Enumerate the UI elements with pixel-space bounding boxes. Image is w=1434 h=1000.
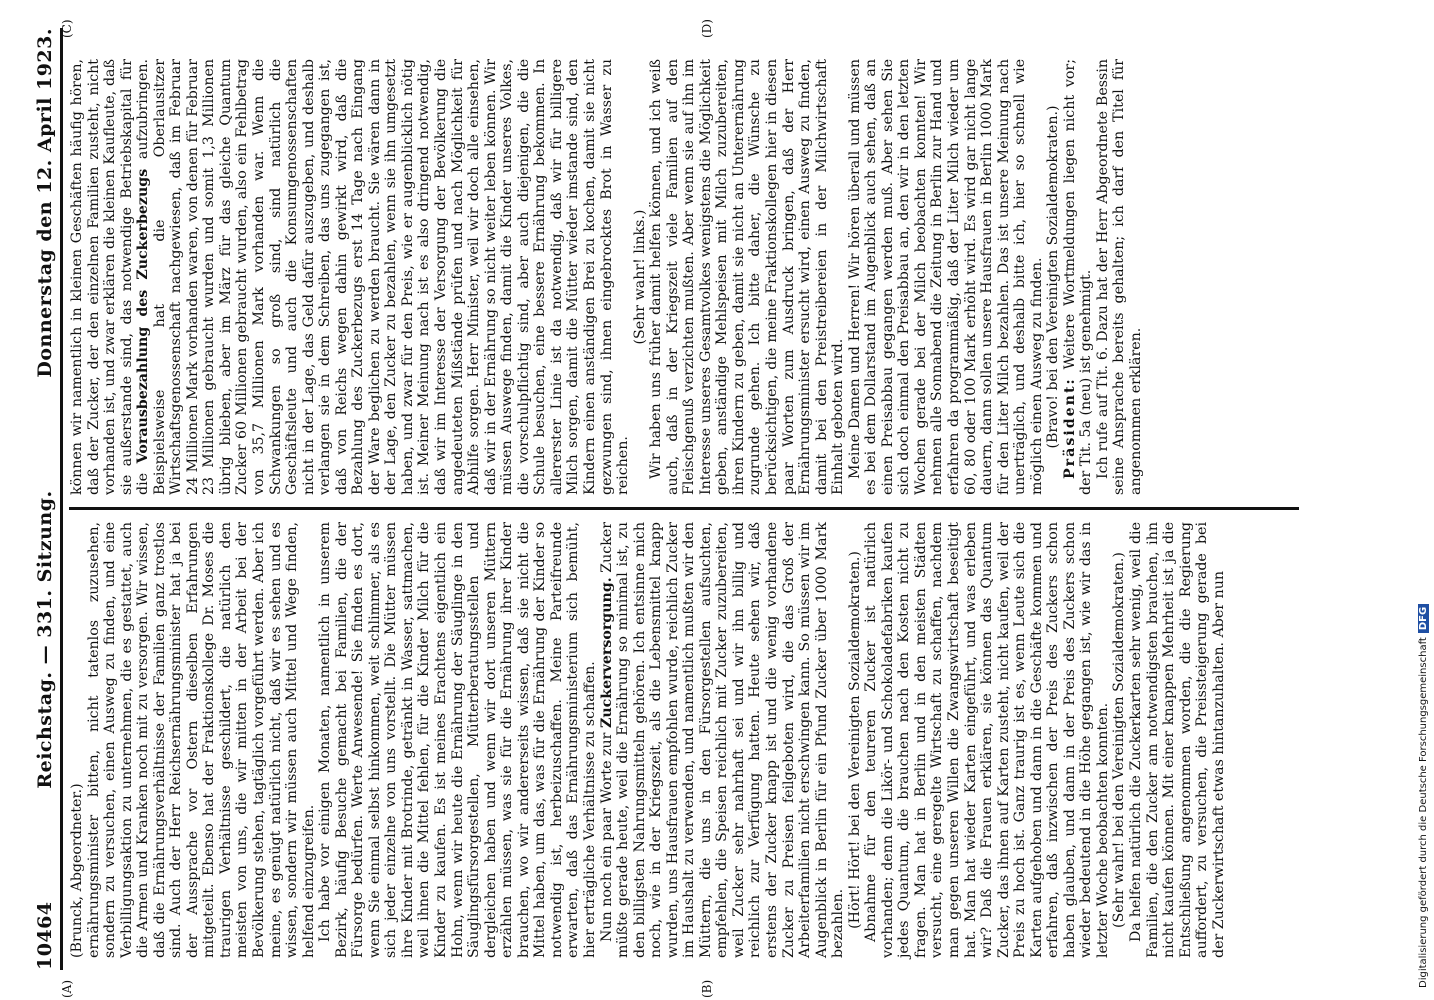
interjection: (Hört! Hört! bei den Vereinigten Sozialdemokraten.) — [846, 551, 863, 929]
paragraph-text: Nun noch ein paar Worte zur — [598, 728, 615, 942]
paragraph: Meine Damen und Herren! Wir hören überall und müssen es bei dem Dollarstand im Augenblick auch sehen, daß an einen Preisabbau gegangen werden muß. Aber sehen Sie sich doch einmal den Preisabbau an, den wir in den letzten Wochen gerade bei der Milch beobachten konnten! Wir nehmen alle Sonnabend die Zeitung in Berlin zur Hand und erfahren da programmäßig, daß der Liter Milch wieder um 60, 80 oder 100 Mark erhöht wird. Es wird gar nicht lange dauern, dann sollen unsere Hausfrauen in Berlin 1000 Mark für den Liter Milch bezahlen. Das ist unsere Meinung nach unerträglich, und deshalb bitte ich, hier so schnell wie möglich einen Ausweg zu finden. — [846, 59, 1045, 495]
paragraph: Da helfen natürlich die Zuckerkarten sehr wenig, weil die Familien, die den Zucker am notwendigsten brauchen, ihn nicht kaufen können. Mit einer knappen Mehrheit ist ja die Entschließung angenommen worden, die die Regierung auffordert, zu versuchen, die Preissteigerung gerade bei der Zuckerwirtschaft etwas hintanzuhalten. Aber nun — [1128, 522, 1227, 958]
paragraph-text: Weitere Wortmeldungen liegen nicht vor; der Tit. 5a (neu) ist genehmigt. — [1061, 59, 1095, 495]
paragraph — [69, 59, 632, 495]
paragraph — [1062, 59, 1095, 495]
margin-marker-b: (B) — [700, 979, 714, 998]
right-column — [69, 47, 1299, 507]
running-header — [22, 28, 63, 970]
credit-text — [1418, 8, 1432, 988]
paragraph: Ich habe vor einigen Monaten, namentlich in unserem Bezirk, häufig Besuche gemacht bei Familien, die der Fürsorge bedürfen. Werte Anwesende! Sie finden es dort, wenn Sie einmal selbst hinkommen, weit schlimmer, als es sich jeder einzelne von uns vorstellt. Die Mütter müssen ihre Kinder mit Brotrinde, getränkt in Wasser, sattmachen, weil ihnen die Mittel fehlen, für die Kinder Milch für die Kinder zu kaufen. Es ist meines Erachtens eigentlich ein Hohn, wenn wir heute die Ernährung der Säuglinge in den Säuglingsfürsorgestellen, Mütterberatungsstellen und dergleichen haben und wenn wir dort unseren Müttern erzählen müssen, was sie für die Ernährung ihrer Kinder brauchen, wo wir andererseits wissen, daß sie nicht die Mittel haben, um das, was für die Ernährung der Kinder so notwendig ist, herbeizuschaffen. Meine Parteifreunde erwarten, daß das Ernährungsministerium sich bemüht, hier erträgliche Verhältnisse zu schaffen. — [317, 522, 598, 958]
text-columns — [69, 28, 1299, 970]
interjection: (Sehr wahr! bei den Vereinigten Sozialdemokraten.) — [1111, 552, 1128, 928]
paragraph-text: können wir namentlich in kleinen Geschäften häufig hören, daß der Zucker, der den einzelnen Familien zusteht, nicht vorhanden ist, und zwar erklären die kleinen Kaufleute, daß sie außerstande sind, das notwendige Betriebskapital für die — [69, 59, 152, 495]
publication-title: Reichstag. — 331. Sitzung. — [34, 490, 56, 789]
margin-marker-a: (A) — [60, 979, 74, 998]
interjection: (Sehr wahr! links.) — [631, 209, 648, 345]
topic-heading: Zuckerversorgung. — [598, 577, 615, 728]
margin-marker-c: (C) — [60, 19, 74, 38]
credit-label: Digitalisierung gefördert durch die Deutsche Forschungsgemeinschaft — [1418, 637, 1429, 988]
paragraph-text: aufzubringen. Beispielsweise hat die Oberlausitzer Wirtschaftsgenossenschaft nachgewiesen, daß im Februar 24 Millionen Mark vorhanden waren, von denen für Februar 23 Millionen gebraucht wurden und somit 1,3 Millionen übrig blieben, aber im März für das gleiche Quantum Zucker 60 Millionen gebraucht wurden, also ein Fehlbetrag von 35,7 Millionen Mark vorhanden war. Wenn die Schwankungen so groß sind, sind natürlich die Geschäftsleute und auch die Konsumgenossenschaften nicht in der Lage, das Geld dafür auszugeben, und deshalb verlangen sie in dem Schreiben, das uns zugegangen ist, daß von Reichs wegen dahin gewirkt wird, daß die Bezahlung des Zuckerbezugs erst 14 Tage nach Eingang der Ware beglichen zu werden braucht. Sie wären dann in der Lage, den Zucker zu bezahlen, wenn sie ihn umgesetzt haben, und zwar für den Preis, wie er augenblicklich nötig ist. Meiner Meinung nach ist es also dringend notwendig, daß wir im Interesse der Versorgung der Bevölkerung die angedeuteten Mißstände prüfen und nach Möglichkeit für Abhilfe sorgen. Herr Minister, weil wir doch alle einsehen, daß wir in der Ernährung so nicht weiter leben können. Wir müssen Auswege finden, damit die Kinder unseres Volkes, die vorschulpflichtig sind, aber auch diejenigen, die die Schule besuchen, eine bessere Ernährung bekommen. In allererster Linie ist da notwendig, daß wir für billigere Milch sorgen, damit die Mütter wieder imstande sind, den Kindern einen anständigen Brei zu kochen, damit sie nicht gezwungen sind, ihnen eingebrocktes Brot in Wasser zu reichen. — [135, 59, 632, 495]
margin-marker-d: (D) — [700, 19, 714, 38]
paragraph-text: Zucker müßte gerade heute, weil die Ernährung so minimal ist, zu den billigsten Nahrungsmitteln gehören. Ich entsinne mich noch, wie in der Kriegszeit, als die Lebensmittel knapp wurden, uns Hausfrauen empfohlen wurde, reichlich Zucker im Haushalt zu verwenden, und namentlich mußten wir den Müttern, die uns in den Fürsorgestellen aufsuchten, empfehlen, die Speisen reichlich mit Zucker zuzubereiten, weil Zucker sehr nahrhaft sei und wir ihn billig und reichlich zur Verfügung hatten. Heute sehen wir, daß erstens der Zucker knapp ist und die wenig vorhandene Zucker zu Preisen feilgeboten wird, die das Groß der Arbeiterfamilien nicht erschwingen kann. So müssen wir im Augenblick in Berlin für ein Pfund Zucker über 1000 Mark bezahlen. — [598, 522, 847, 958]
session-date: Donnerstag den 12. April 1923. — [34, 28, 56, 378]
interjection: (Bravo! bei den Vereinigten Sozialdemokraten.) — [1045, 105, 1062, 449]
paragraph: Ich rufe auf Tit. 6. Dazu hat der Herr Abgeordnete Bessin seine Ansprache bereits gehalten; ich darf den Titel für angenommen erklären. — [1094, 59, 1144, 495]
left-column — [69, 510, 1299, 970]
emphasis-text: Vorausbezahlung des Zuckerbezugs — [135, 168, 152, 464]
paragraph: Abnahme für den teureren Zucker ist natürlich vorhanden; denn die Likör- und Schokoladefabriken kaufen jedes Quantum, die brauchen nach den Kosten nicht zu fragen. Man hat in Berlin und in den meisten Städten versucht, eine geregelte Wirtschaft zu schaffen, nachdem man gegen unseren Willen die Zwangswirtschaft beseitigt hat. Man hat wieder Karten eingeführt, und was erleben wir? Daß die Frauen erklären, sie können das Quantum Zucker, das ihnen auf Karten zusteht, nicht kaufen, weil der Preis zu hoch ist. Ganz traurig ist es, wenn Leute sich die Karten aufgehoben und dann in die Geschäfte kommen und erfahren, daß inzwischen der Preis des Zuckers schon haben glauben, und dann in der Preis des Zuckers schon wieder bedeutend in die Höhe gegangen ist, wie wir das in letzter Woche beobachten konnten. — [863, 522, 1111, 958]
digitization-credit — [1418, 8, 1432, 988]
paragraph — [599, 522, 847, 958]
dfg-logo: DFG — [1418, 604, 1429, 633]
speaker-label: (Brunck, Abgeordneter.) — [69, 783, 85, 958]
paragraph: ernährungsminister bitten, nicht tatenlos zuzusehen, sondern zu versuchen, einen Ausweg zu finden, und eine Verbilligungsaktion zu unternehmen, die es gestattet, auch die Armen und Kranken noch mit zu versorgen. Wir wissen, daß die Ernährungsverhältnisse der Familien ganz trostlos sind. Auch der Herr Reichsernährungsminister hat ja bei der Aussprache vor Ostern dieselben Erfahrungen mitgeteilt. Ebenso hat der Fraktionskollege Dr. Moses die traurigen Verhältnisse geschildert, die natürlich den meisten von uns, die wir mitten in der Arbeit bei der Bevölkerung stehen, tagtäglich vorgeführt werden. Aber ich meine, es genügt natürlich nicht, daß wir es sehen und es wissen, sondern wir müssen auch Mittel und Wege finden, helfend einzugreifen. — [85, 522, 317, 958]
president-label: Präsident: — [1061, 377, 1078, 479]
page-number: 10464 — [34, 901, 56, 970]
paragraph: Wir haben uns früher damit helfen können, und ich weiß auch, daß in der Kriegszeit viele Familien auf den Fleischgenuß verzichten mußten. Aber wenn sie auf ihn im Interesse unseres Gesamtvolkes wenigstens die Möglichkeit geben, anständige Mehlspeisen mit Milch zuzubereiten, ihren Kindern zu geben, damit sie nicht an Unterernährung zugrunde gehen. Ich bitte daher, die Wünsche zu berücksichtigen, die meine Fraktionskollegen hier in diesen paar Worten zum Ausdruck bringen, daß der Herr Ernährungsminister ersucht wird, einen Ausweg zu finden, damit bei den Preistreibereien in der Milchwirtschaft Einhalt geboten wird. — [648, 59, 847, 495]
